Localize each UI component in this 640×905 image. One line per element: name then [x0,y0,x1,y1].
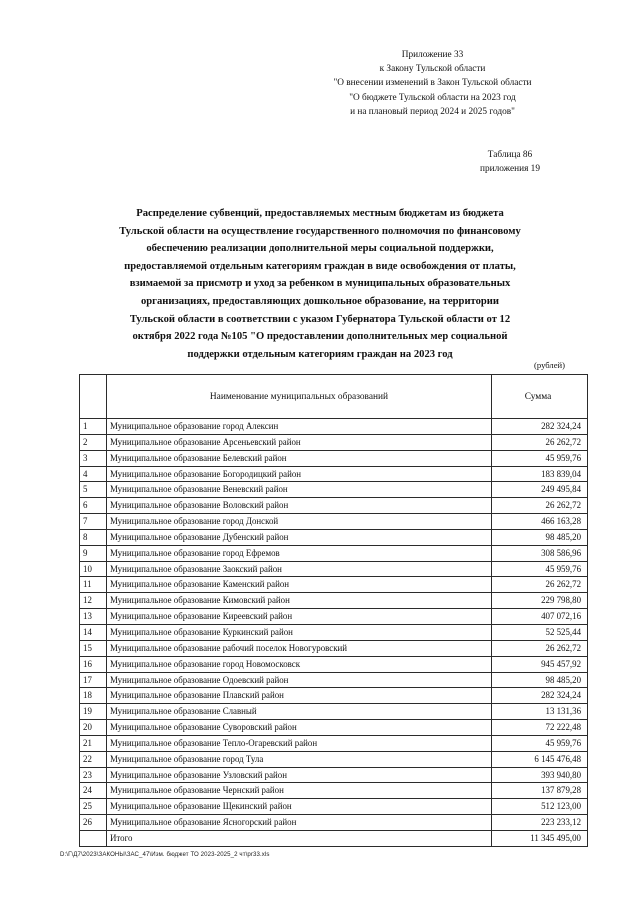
table-row [80,593,588,609]
municipality-name-cell: Муниципальное образование Суворовский район [107,720,492,736]
municipality-name-cell: Муниципальное образование Чернский район [107,783,492,799]
row-number-cell: 6 [80,498,107,514]
municipality-name-cell: Итого [107,830,492,846]
municipality-name-cell: Муниципальное образование Одоевский район [107,672,492,688]
municipality-name-cell: Муниципальное образование Дубенский район [107,529,492,545]
municipality-name-cell: Муниципальное образование Щекинский район [107,799,492,815]
table-row [80,561,588,577]
municipality-name-cell: Муниципальное образование Куркинский район [107,624,492,640]
row-number-cell: 25 [80,799,107,815]
table-row [80,434,588,450]
municipality-name-cell: Муниципальное образование город Новомосковск [107,656,492,672]
row-number-cell: 26 [80,815,107,831]
table-row [80,498,588,514]
municipality-name-cell: Муниципальное образование Славный [107,704,492,720]
appendix-reference-header [290,48,575,119]
title-line-1: Распределение субвенций, предоставляемых местным бюджетам из бюджета [136,208,504,219]
municipality-name-cell: Муниципальное образование Киреевский район [107,609,492,625]
row-number-cell: 4 [80,466,107,482]
table-row [80,720,588,736]
subvention-distribution-table [79,374,588,847]
title-line-6: организациях, предоставляющих дошкольное образование, на территории [140,295,500,307]
amount-cell: 26 262,72 [492,498,588,514]
table-row [80,656,588,672]
title-line-9: поддержки отдельным категориям граждан на 2023 год [187,348,453,360]
table-header [80,375,588,419]
row-number-cell [80,830,107,846]
row-number-cell: 16 [80,656,107,672]
appendix-header-line-4: "О бюджете Тульской области на 2023 год [349,92,516,103]
row-number-cell: 17 [80,672,107,688]
amount-cell: 26 262,72 [492,434,588,450]
amount-cell: 308 586,96 [492,545,588,561]
page-title [72,205,568,363]
appendix-header-line-1: Приложение 33 [401,50,464,60]
row-number-cell: 1 [80,419,107,435]
row-number-cell: 23 [80,767,107,783]
table-row [80,577,588,593]
municipality-name-cell: Муниципальное образование Богородицкий район [107,466,492,482]
table-row [80,799,588,815]
amount-cell: 249 495,84 [492,482,588,498]
row-number-cell: 3 [80,450,107,466]
amount-cell: 407 072,16 [492,609,588,625]
municipality-name-cell: Муниципальное образование Веневский район [107,482,492,498]
title-line-5: взимаемой за присмотр и уход за ребенком в муниципальных образовательных [129,278,511,290]
row-number-cell: 11 [80,577,107,593]
title-line-3: обеспечению реализации дополнительной меры социальной поддержки, [146,243,494,255]
row-number-cell: 2 [80,434,107,450]
municipality-name-cell: Муниципальное образование город Тула [107,751,492,767]
row-number-cell: 14 [80,624,107,640]
table-row [80,767,588,783]
row-number-cell: 5 [80,482,107,498]
amount-cell: 183 839,04 [492,466,588,482]
row-number-cell: 24 [80,783,107,799]
table-row [80,482,588,498]
column-header-municipality-name: Наименование муниципальных образований [107,375,492,419]
municipality-name-cell: Муниципальное образование Каменский район [107,577,492,593]
table-header-row [80,375,588,419]
municipality-name-cell: Муниципальное образование Заокский район [107,561,492,577]
amount-cell: 137 879,28 [492,783,588,799]
amount-cell: 72 222,48 [492,720,588,736]
amount-cell: 45 959,76 [492,450,588,466]
row-number-cell: 9 [80,545,107,561]
amount-cell: 45 959,76 [492,735,588,751]
municipality-name-cell: Муниципальное образование Воловский район [107,498,492,514]
appendix-number-label: приложения 19 [480,164,540,175]
amount-cell: 282 324,24 [492,419,588,435]
row-number-cell: 20 [80,720,107,736]
amount-cell: 6 145 476,48 [492,751,588,767]
column-header-sum: Сумма [492,375,588,419]
amount-cell: 11 345 495,00 [492,830,588,846]
row-number-cell: 18 [80,688,107,704]
table-row [80,783,588,799]
title-line-2: Тульской области на осуществление государственного полномочия по финансовому [119,225,521,237]
municipality-name-cell: Муниципальное образование Арсеньевский район [107,434,492,450]
table-row [80,450,588,466]
appendix-header-line-2: к Закону Тульской области [379,64,486,75]
table-row [80,735,588,751]
appendix-header-line-5: и на плановый период 2024 и 2025 годов" [350,106,515,117]
row-number-cell: 19 [80,704,107,720]
municipality-name-cell: Муниципальное образование Узловский район [107,767,492,783]
amount-cell: 98 485,20 [492,529,588,545]
appendix-header-line-3: "О внесении изменений в Закон Тульской области [333,78,532,89]
amount-cell: 98 485,20 [492,672,588,688]
column-header-number [80,375,107,419]
table-row [80,704,588,720]
table-number-label: Таблица 86 [487,150,533,160]
amount-cell: 945 457,92 [492,656,588,672]
municipality-name-cell: Муниципальное образование город Донской [107,514,492,530]
amount-cell: 13 131,36 [492,704,588,720]
table-row [80,609,588,625]
table-row [80,815,588,831]
row-number-cell: 21 [80,735,107,751]
table-row [80,640,588,656]
title-line-7: Тульской области в соответствии с указом Губернатора Тульской области от 12 [129,313,511,325]
row-number-cell: 10 [80,561,107,577]
municipality-name-cell: Муниципальное образование Тепло-Огаревский район [107,735,492,751]
amount-cell: 282 324,24 [492,688,588,704]
table-row [80,529,588,545]
table-row [80,751,588,767]
table-row [80,514,588,530]
amount-cell: 229 798,80 [492,593,588,609]
table-number-reference [430,148,590,176]
municipality-name-cell: Муниципальное образование город Алексин [107,419,492,435]
row-number-cell: 15 [80,640,107,656]
amount-cell: 26 262,72 [492,640,588,656]
currency-units-note: (рублей) [534,360,565,370]
row-number-cell: 7 [80,514,107,530]
title-line-4: предоставляемой отдельным категориям граждан в виде освобождения от платы, [124,260,516,272]
row-number-cell: 22 [80,751,107,767]
table-row [80,545,588,561]
row-number-cell: 12 [80,593,107,609]
municipality-name-cell: Муниципальное образование Белевский район [107,450,492,466]
table-row [80,466,588,482]
municipality-name-cell: Муниципальное образование рабочий поселок Новогуровский [107,640,492,656]
footer-file-path: D:\Г\Д7\2023\ЗАКОНЫ\ЗАС_47\Изм. бюджет ТО 2023-2025_2 чт\pr33.xls [60,851,270,858]
municipality-name-cell: Муниципальное образование Кимовский район [107,593,492,609]
table-body [80,419,588,847]
amount-cell: 26 262,72 [492,577,588,593]
municipality-name-cell: Муниципальное образование Ясногорский район [107,815,492,831]
table-row [80,688,588,704]
municipality-name-cell: Муниципальное образование Плавский район [107,688,492,704]
amount-cell: 393 940,80 [492,767,588,783]
amount-cell: 466 163,28 [492,514,588,530]
table-row [80,672,588,688]
amount-cell: 512 123,00 [492,799,588,815]
amount-cell: 45 959,76 [492,561,588,577]
title-line-8: октября 2022 года №105 "О предоставлении дополнительных мер социальной [132,331,508,343]
amount-cell: 223 233,12 [492,815,588,831]
municipality-name-cell: Муниципальное образование город Ефремов [107,545,492,561]
table-row [80,624,588,640]
row-number-cell: 8 [80,529,107,545]
table-row [80,419,588,435]
table-row [80,830,588,846]
row-number-cell: 13 [80,609,107,625]
amount-cell: 52 525,44 [492,624,588,640]
